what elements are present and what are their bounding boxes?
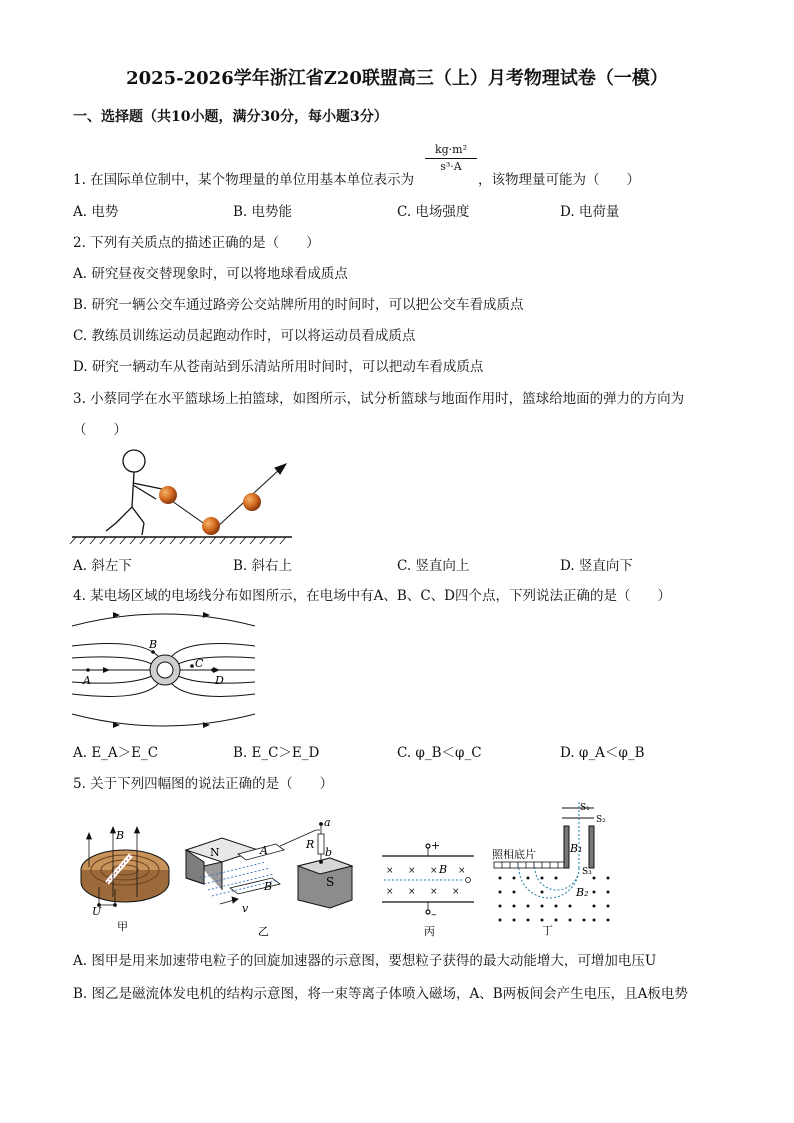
jia-label-b: B (116, 829, 125, 842)
field-out-of-page-region (499, 877, 610, 922)
bing-label-b: B (439, 863, 448, 876)
svg-text:×: × (386, 887, 394, 897)
q3-option-b: B. 斜右上 (233, 558, 293, 574)
point-label-c: C (195, 657, 204, 670)
q1-fraction-numerator: kg·m² (434, 143, 468, 156)
q4-option-c: C. φ_B＜φ_C (397, 745, 482, 761)
q4-option-a: A. E_A＞E_C (73, 745, 159, 761)
q3-option-d: D. 竖直向下 (560, 558, 633, 574)
q5-stem: 5. 关于下列四幅图的说法正确的是（ ） (73, 776, 334, 792)
q3-stem: 3. 小蔡同学在水平篮球场上拍篮球，如图所示，试分析篮球与地面作用时，篮球给地面的弹力的方向为 (73, 391, 685, 407)
particle-paths (519, 868, 579, 898)
stick-figure-person (106, 450, 162, 535)
svg-text:×: × (386, 866, 394, 876)
q1-option-d: D. 电荷量 (560, 204, 620, 220)
bing-label-plus: + (431, 839, 441, 852)
q1-stem-part1: 1. 在国际单位制中，某个物理量的单位用基本单位表示为 (73, 172, 415, 188)
ground (70, 537, 292, 544)
yi-label-r: R (306, 838, 315, 851)
point-label-a: A (83, 674, 91, 687)
field-into-page-marks (386, 866, 466, 897)
q4-option-d: D. φ_A＜φ_B (560, 745, 645, 761)
selector-plates (382, 844, 474, 914)
basketball-on-ground (202, 517, 220, 535)
yi-label-b: B (264, 880, 273, 893)
svg-text:×: × (458, 866, 466, 876)
bing-label-minus: – (431, 908, 437, 921)
q3-option-c: C. 竖直向上 (397, 558, 470, 574)
q4-option-b: B. E_C＞E_D (233, 745, 320, 761)
svg-text:×: × (430, 887, 438, 897)
yi-label-n: N (210, 846, 220, 859)
magnet-north (186, 838, 258, 890)
ding-label-s1: S₁ (580, 803, 590, 813)
caption-bing: 丙 (424, 925, 435, 938)
ding-label-film: 照相底片 (492, 848, 536, 861)
q2-option-b: B. 研究一辆公交车通过路旁公交站牌所用的时间时，可以把公交车看成质点 (73, 297, 524, 313)
particle-beam (384, 878, 471, 883)
page-title: 2025-2026学年浙江省Z20联盟高三（上）月考物理试卷（一模） (126, 68, 668, 89)
svg-text:×: × (452, 887, 460, 897)
yi-label-terminal-a: a (324, 816, 331, 829)
svg-text:×: × (430, 866, 438, 876)
ding-label-s2: S₂ (596, 815, 606, 825)
ding-label-b2: B₂ (576, 886, 589, 899)
point-label-b: B (149, 638, 158, 651)
svg-text:×: × (408, 866, 416, 876)
ding-label-s3: S₃ (582, 867, 592, 877)
yi-label-s: S (326, 875, 335, 889)
photographic-film (494, 862, 568, 868)
yi-label-terminal-b: b (325, 846, 333, 859)
point-label-d: D (215, 674, 224, 687)
q5-option-a: A. 图甲是用来加速带电粒子的回旋加速器的示意图，要想粒子获得的最大动能增大，可增加电压U (73, 953, 657, 969)
ball-trajectory (172, 464, 286, 528)
jia-label-u: U (92, 905, 102, 918)
q3-stem-blank: （ ） (73, 422, 127, 438)
basketball-in-hand (159, 486, 177, 504)
caption-ding: 丁 (542, 924, 553, 937)
caption-yi: 乙 (258, 925, 269, 938)
yi-label-v: v (242, 902, 249, 915)
caption-jia: 甲 (117, 920, 128, 933)
q3-basketball-figure (70, 445, 300, 545)
q1-stem-part2: ，该物理量可能为（ ） (478, 172, 640, 188)
q2-option-c: C. 教练员训练运动员起跑动作时，可以将运动员看成质点 (73, 328, 416, 344)
cyclotron-dees (81, 850, 169, 902)
q5-figure-bing-velocity-selector (378, 840, 483, 938)
q1-fraction-denominator: s³·A (440, 160, 462, 173)
basketball-rebound (243, 493, 261, 511)
conducting-ring (150, 655, 180, 685)
q5-figure-jia-cyclotron (75, 825, 175, 937)
q4-stem: 4. 某电场区域的电场线分布如图所示，在电场中有A、B、C、D四个点，下列说法正确的是（ ） (73, 588, 671, 604)
q2-stem: 2. 下列有关质点的描述正确的是（ ） (73, 235, 320, 251)
q5-figure-ding-mass-spectrometer (490, 802, 620, 938)
q2-option-d: D. 研究一辆动车从苍南站到乐清站所用时间时，可以把动车看成质点 (73, 359, 484, 375)
q1-option-c: C. 电场强度 (397, 204, 470, 220)
magnet-south (298, 858, 352, 908)
yi-label-a: A (260, 844, 268, 857)
section-heading: 一、选择题（共10小题，满分30分，每小题3分） (73, 109, 388, 125)
external-circuit (280, 823, 324, 864)
q5-figure-yi-mhd-generator (180, 816, 360, 938)
q1-option-a: A. 电势 (73, 204, 119, 220)
q1-option-b: B. 电势能 (233, 204, 293, 220)
q3-option-a: A. 斜左下 (73, 558, 132, 574)
q1-unit-fraction (425, 143, 477, 174)
q5-option-b: B. 图乙是磁流体发电机的结构示意图，将一束等离子体喷入磁场，A、B两板间会产生电压，且A板电势 (73, 986, 688, 1002)
ding-label-b1: B₁ (570, 842, 583, 855)
q4-electric-field-figure (70, 612, 260, 732)
svg-text:×: × (408, 887, 416, 897)
q2-option-a: A. 研究昼夜交替现象时，可以将地球看成质点 (73, 266, 348, 282)
